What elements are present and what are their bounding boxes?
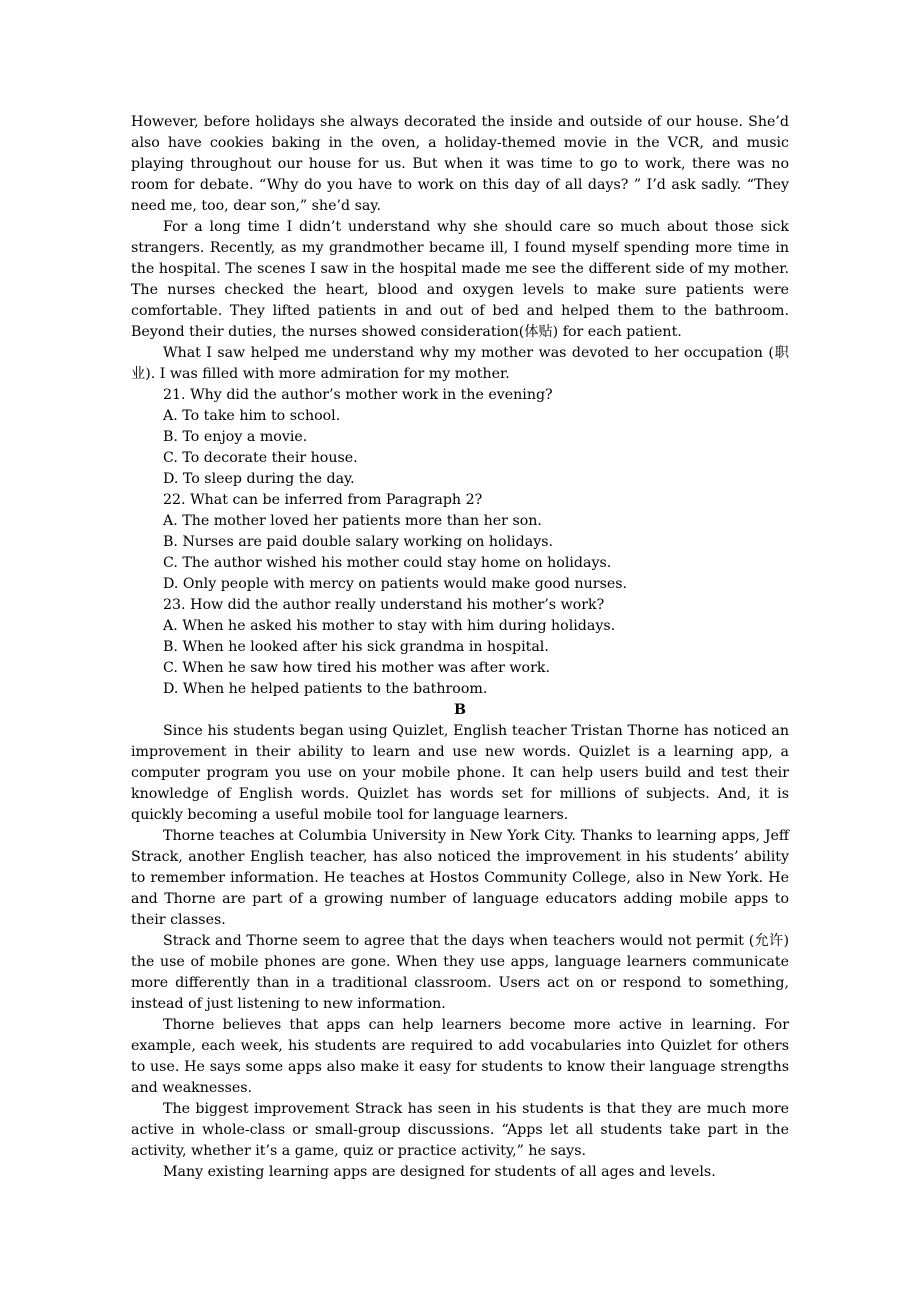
document-page xyxy=(131,112,789,1183)
question-23-option-d: D. When he helped patients to the bathroom. xyxy=(163,681,488,697)
passage-a-paragraph-3: What I saw helped me understand why my mother was devoted to her occupation (职业). I was filled with more admiration for my mother. xyxy=(131,345,789,382)
question-22-option-d: D. Only people with mercy on patients would make good nurses. xyxy=(163,576,628,592)
question-23-option-c: C. When he saw how tired his mother was after work. xyxy=(163,660,550,676)
passage-b-paragraph-5: The biggest improvement Strack has seen in his students is that they are much more active in whole-class or small-group discussions. “Apps let all students take part in the activity, whether it’s a game, quiz or practice activity,” he says. xyxy=(131,1101,789,1159)
question-22-option-b: B. Nurses are paid double salary working on holidays. xyxy=(163,534,554,550)
passage-b xyxy=(131,700,789,1183)
question-23-option-a: A. When he asked his mother to stay with him during holidays. xyxy=(163,618,616,634)
passage-a-paragraph-1: However, before holidays she always decorated the inside and outside of our house. She’d also have cookies baking in the oven, a holiday-themed movie in the VCR, and music playing throughout our house for us. But when it was time to go to work, there was no room for debate. “Why do you have to work on this day of all days? ” I’d ask sadly. “They need me, too, dear son,” she’d say. xyxy=(131,114,789,214)
question-22-option-a: A. The mother loved her patients more than her son. xyxy=(163,513,542,529)
question-21-stem: 21. Why did the author’s mother work in the evening? xyxy=(163,387,553,403)
question-21-option-b: B. To enjoy a movie. xyxy=(163,429,308,445)
question-23-option-b: B. When he looked after his sick grandma in hospital. xyxy=(163,639,549,655)
question-22-stem: 22. What can be inferred from Paragraph 2? xyxy=(163,492,483,508)
question-21-option-c: C. To decorate their house. xyxy=(163,450,358,466)
question-22-option-c: C. The author wished his mother could stay home on holidays. xyxy=(163,555,612,571)
question-21-option-d: D. To sleep during the day. xyxy=(163,471,355,487)
passage-b-paragraph-6: Many existing learning apps are designed for students of all ages and levels. xyxy=(163,1164,716,1180)
passage-a xyxy=(131,112,789,385)
question-22 xyxy=(131,490,789,595)
question-21 xyxy=(131,385,789,490)
passage-b-title: B xyxy=(454,702,466,718)
passage-b-paragraph-2: Thorne teaches at Columbia University in New York City. Thanks to learning apps, Jeff Strack, another English teacher, has also noticed the improvement in his students’ ability to remember information. He teaches at Hostos Community College, also in New York. He and Thorne are part of a growing number of language educators adding mobile apps to their classes. xyxy=(131,828,789,928)
passage-b-paragraph-3: Strack and Thorne seem to agree that the days when teachers would not permit (允许) the use of mobile phones are gone. When they use apps, language learners communicate more differently than in a traditional classroom. Users act on or respond to something, instead of just listening to new information. xyxy=(131,933,789,1012)
question-21-option-a: A. To take him to school. xyxy=(163,408,341,424)
passage-b-paragraph-4: Thorne believes that apps can help learners become more active in learning. For example, each week, his students are required to add vocabularies into Quizlet for others to use. He says some apps also make it easy for students to know their language strengths and weaknesses. xyxy=(131,1017,789,1096)
passage-a-paragraph-2: For a long time I didn’t understand why she should care so much about those sick strangers. Recently, as my grandmother became ill, I found myself spending more time in the hospital. The scenes I saw in the hospital made me see the different side of my mother. The nurses checked the heart, blood and oxygen levels to make sure patients were comfortable. They lifted patients in and out of bed and helped them to the bathroom. Beyond their duties, the nurses showed consideration(体贴) for each patient. xyxy=(131,219,789,340)
question-23-stem: 23. How did the author really understand his mother’s work? xyxy=(163,597,605,613)
question-23 xyxy=(131,595,789,700)
passage-b-paragraph-1: Since his students began using Quizlet, English teacher Tristan Thorne has noticed an improvement in their ability to learn and use new words. Quizlet is a learning app, a computer program you use on your mobile phone. It can help users build and test their knowledge of English words. Quizlet has words set for millions of subjects. And, it is quickly becoming a useful mobile tool for language learners. xyxy=(131,723,789,823)
